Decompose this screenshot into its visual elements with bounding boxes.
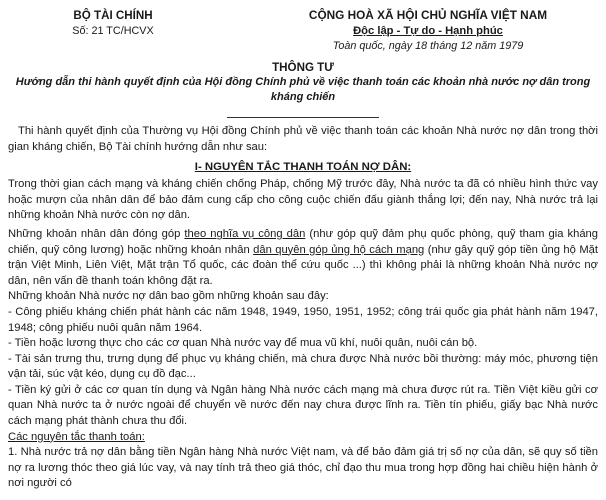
list-item-1: - Công phiếu kháng chiến phát hành các năm 1948, 1949, 1950, 1951, 1952; công trái quốc gia phát hành năm 1947, 1948; công phiếu nuôi quân năm 1964. [8, 305, 598, 334]
paragraph-2-part-e: (như gây quỹ góp tiền ủng hộ Mặt trận Việt Minh, Liên Việt, Mặt trận Tổ quốc, các đoàn thể cứu quốc ...) thì không phải là những khoản Nhà nước nợ dân, nên vấn đề thanh toán không đặt ra. [8, 243, 598, 287]
issuing-organization: BỘ TÀI CHÍNH [73, 9, 153, 22]
place-and-date: Toàn quốc, ngày 18 tháng 12 năm 1979 [332, 40, 524, 53]
document-number: Số: 21 TC/HCVX [72, 24, 154, 37]
paragraph-2-underlined-civic-duty: theo nghĩa vụ công dân [184, 227, 306, 240]
list-item-4: - Tiền ký gửi ở các cơ quan tín dụng và Ngân hàng Nhà nước cách mạng mà chưa được rút ra. Tiền Việt kiều gửi cơ quan Nhà nước ta ở nước ngoài để chuyển về nước đến nay chưa được lĩnh ra. Tiền tín phiếu, giấy bạc Nhà nước cách mạng phát thành chưa thu đổi. [8, 383, 598, 428]
list-item-2: - Tiền hoặc lương thực cho các cơ quan Nhà nước vay để mua vũ khí, nuôi quân, nuôi cán bộ. [8, 337, 478, 350]
principles-heading: Các nguyên tắc thanh toán: [8, 430, 145, 443]
paragraph-2 [8, 227, 598, 289]
document-header [8, 6, 598, 55]
intro-paragraph: Thi hành quyết định của Thường vụ Hội đồng Chính phủ về việc thanh toán các khoản Nhà nước nợ dân trong thời gian kháng chiến, Bộ Tài chính hướng dẫn như sau: [8, 125, 598, 153]
national-motto: Độc lập - Tự do - Hạnh phúc [353, 24, 503, 37]
header-right [258, 6, 598, 55]
paragraph-3: Những khoản Nhà nước nợ dân bao gồm những khoản sau đây: [8, 290, 329, 303]
list-item-3: - Tài sản trưng thu, trưng dụng để phục vụ kháng chiến, mà chưa được Nhà nước bồi thường: máy móc, phương tiện vận tải, súc vật kéo, dụng cụ đồ đạc... [8, 352, 598, 381]
section-1-heading: I- NGUYÊN TẮC THANH TOÁN NỢ DÂN: [194, 160, 412, 173]
paragraph-2-part-c: (như góp quỹ đảm phụ quốc phòng, quỹ tham gia kháng chiến, quỹ công lương) hoặc những khoản nhân [8, 227, 598, 256]
paragraph-2-part-a: Những khoản nhân dân đóng góp [8, 227, 185, 240]
national-title: CỘNG HOÀ XÃ HỘI CHỦ NGHĨA VIỆT NAM [308, 8, 548, 22]
document-subtitle: Hướng dẫn thi hành quyết định của Hội đồng Chính phủ về việc thanh toán các khoản nhà nước nợ dân trong kháng chiến [15, 76, 591, 104]
header-left [8, 6, 218, 55]
principle-1: 1. Nhà nước trả nợ dân bằng tiền Ngân hàng Nhà nước Việt nam, và để bảo đảm giá trị số nợ của dân, sẽ quy số tiền nợ ra lương thóc theo giá lúc vay, và nay tính trả theo giá thóc, chỉ đạo thu mua trong hợp đồng hai chiều hiện hành ở nơi người có [8, 446, 598, 490]
paragraph-2-underlined-donation: dân quyên góp ủng hộ cách mạng [253, 243, 425, 256]
document-type: THÔNG TƯ [272, 60, 334, 74]
title-divider [227, 117, 379, 118]
paragraph-1: Trong thời gian cách mạng và kháng chiến chống Pháp, chống Mỹ trước đây, Nhà nước ta đã có nhiều hình thức vay hoặc mượn của nhân dân để bảo đảm cung cấp cho công cuộc chiến đấu giành thắng lợi; đến nay, Nhà nước trả lại những khoản Nhà nước còn nợ dân. [8, 178, 598, 222]
